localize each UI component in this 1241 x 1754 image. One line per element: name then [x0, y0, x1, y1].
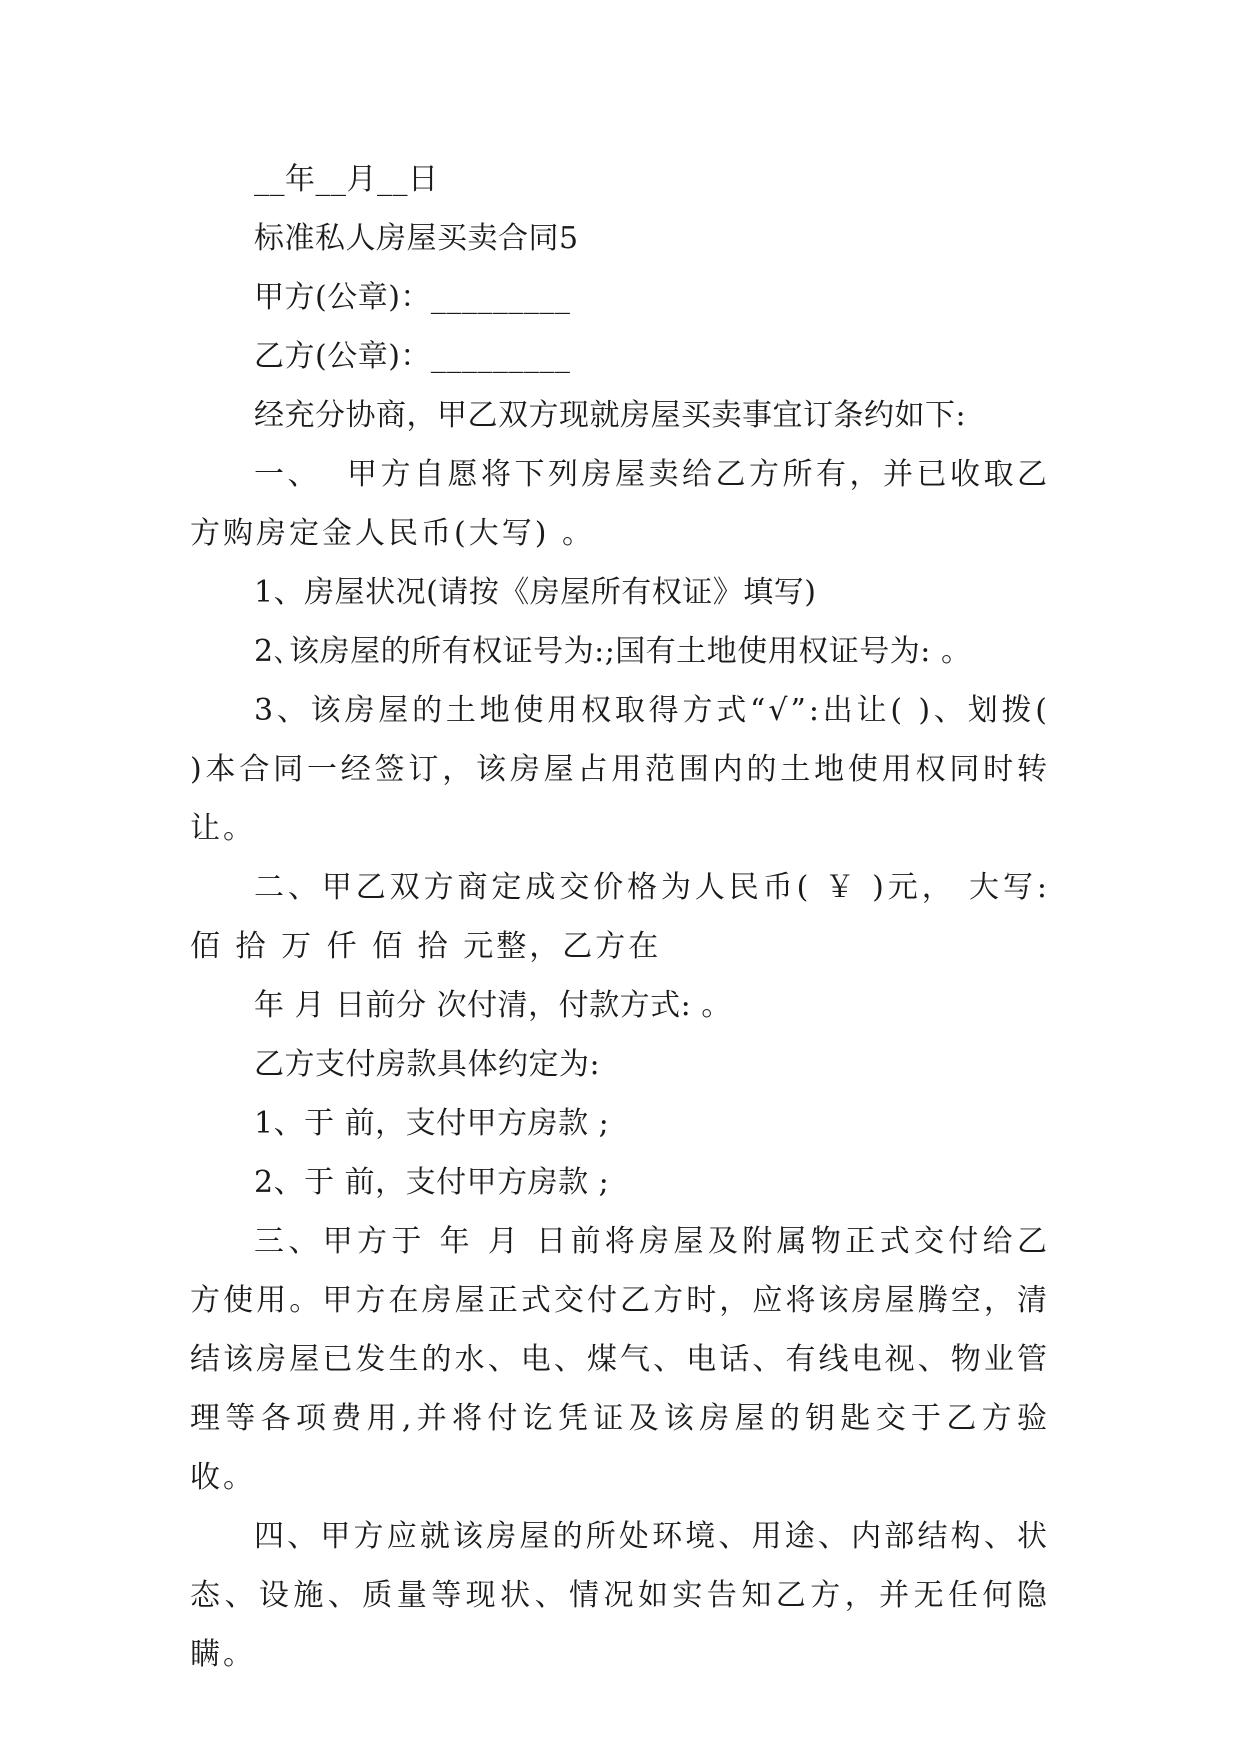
preamble-paragraph: 经充分协商，甲乙双方现就房屋买卖事宜订条约如下: [254, 398, 967, 433]
clause-1-paragraph: 一、 甲方自愿将下列房屋卖给乙方所有，并已收取乙方购房定金人民币(大写) 。 [190, 457, 1050, 551]
clause-2-continuation: 年 月 日前分 次付清，付款方式: 。 [254, 988, 732, 1023]
clause-2-terms-heading: 乙方支付房款具体约定为: [254, 1047, 601, 1082]
clause-3-paragraph: 三、甲方于 年 月 日前将房屋及附属物正式交付给乙方使用。甲方在房屋正式交付乙方时，应将该房屋腾空，清结该房屋已发生的水、电、煤气、电话、有线电视、物业管理等各项费用,并将付讫凭证及该房屋的钥匙交于乙方验收。 [190, 1224, 1050, 1495]
clause-1-item-2: 2､该房屋的所有权证号为:;国有土地使用权证号为: 。 [254, 634, 972, 669]
date-line: __年__月__日 [254, 162, 439, 197]
clause-2-paragraph: 二、甲乙双方商定成交价格为人民币( ￥ )元， 大写:佰 拾 万 仟 佰 拾 元整，乙方在 [190, 870, 1050, 964]
party-b-seal-line: 乙方(公章)：_________ [254, 339, 571, 374]
clause-1-item-1: 1、房屋状况(请按《房屋所有权证》填写) [254, 575, 817, 610]
clause-2-term-1: 1、于 前，支付甲方房款 ; [254, 1106, 610, 1141]
clause-1-item-3: 3、该房屋的土地使用权取得方式“√”:出让( )、划拨( )本合同一经签订，该房屋占用范围内的土地使用权同时转让。 [190, 693, 1063, 846]
clause-4-paragraph: 四、甲方应就该房屋的所处环境、用途、内部结构、状态、设施、质量等现状、情况如实告知乙方，并无任何隐瞒。 [190, 1519, 1050, 1672]
document-body [190, 150, 1063, 1684]
document-title: 标准私人房屋买卖合同5 [254, 221, 579, 256]
clause-2-term-2: 2、于 前，支付甲方房款 ; [254, 1165, 610, 1200]
party-a-seal-line: 甲方(公章)：_________ [254, 280, 571, 315]
